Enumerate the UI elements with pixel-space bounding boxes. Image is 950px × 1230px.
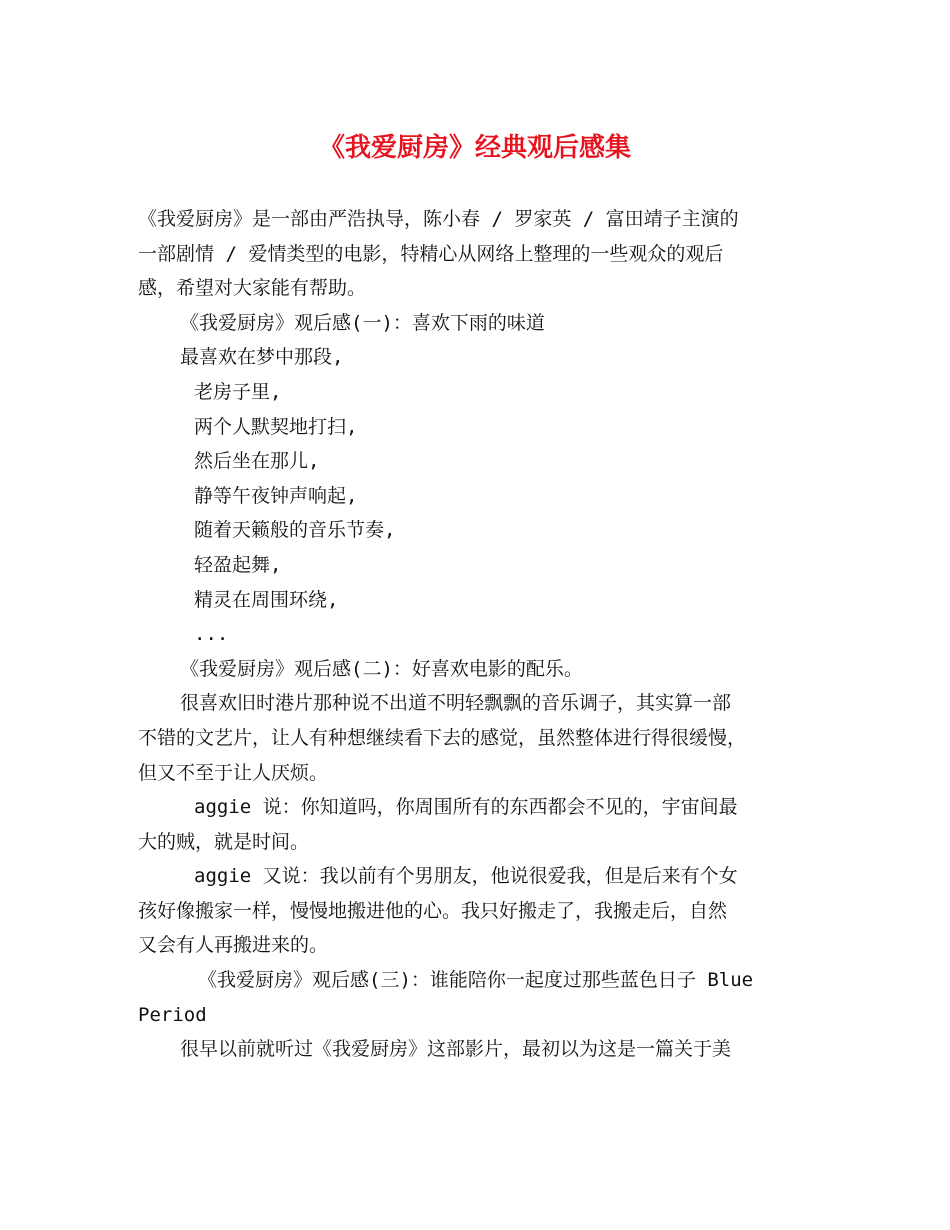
- paragraph-line: 但又不至于让人厌烦。: [138, 761, 329, 784]
- section-heading: 《我爱厨房》观后感(二)：好喜欢电影的配乐。: [180, 657, 583, 680]
- poem-line: 精灵在周围环绕,: [194, 588, 339, 611]
- poem-line: ...: [194, 623, 229, 646]
- paragraph-line: 很喜欢旧时港片那种说不出道不明轻飘飘的音乐调子，其实算一部: [180, 692, 732, 715]
- poem-line: 最喜欢在梦中那段,: [180, 346, 344, 369]
- poem-line: 随着天籁般的音乐节奏,: [194, 519, 396, 542]
- paragraph-line: 《我爱厨房》是一部由严浩执导，陈小春 / 罗家英 / 富田靖子主演的: [138, 208, 739, 230]
- section-heading-continued: Period: [138, 1003, 207, 1026]
- poem-line: 老房子里,: [194, 380, 282, 403]
- paragraph-line: 一部剧情 / 爱情类型的电影，特精心从网络上整理的一些观众的观后: [138, 242, 724, 265]
- poem-line: 两个人默契地打扫,: [194, 415, 358, 438]
- paragraph-line: 很早以前就听过《我爱厨房》这部影片，最初以为这是一篇关于美: [180, 1038, 732, 1061]
- quote-line: 大的贼，就是时间。: [138, 830, 310, 853]
- paragraph-line: 感，希望对大家能有帮助。: [138, 277, 367, 300]
- document-title: 《我爱厨房》经典观后感集: [318, 133, 631, 163]
- paragraph-line: 不错的文艺片，让人有种想继续看下去的感觉，虽然整体进行得很缓慢，: [138, 726, 747, 749]
- quote-line: aggie 说：你知道吗，你周围所有的东西都会不见的，宇宙间最: [194, 796, 738, 819]
- poem-line: 静等午夜钟声响起,: [194, 484, 358, 507]
- quote-line: 孩好像搬家一样，慢慢地搬进他的心。我只好搬走了，我搬走后，自然: [138, 899, 728, 922]
- document-body: [138, 202, 818, 1067]
- section-heading: 《我爱厨房》观后感(三)：谁能陪你一起度过那些蓝色日子 Blue: [198, 969, 754, 992]
- poem-line: 轻盈起舞,: [194, 553, 282, 576]
- poem-line: 然后坐在那儿,: [194, 450, 320, 473]
- quote-line: 又会有人再搬进来的。: [138, 934, 329, 957]
- quote-line: aggie 又说：我以前有个男朋友，他说很爱我，但是后来有个女: [194, 865, 738, 888]
- section-heading: 《我爱厨房》观后感(一)：喜欢下雨的味道: [180, 311, 545, 334]
